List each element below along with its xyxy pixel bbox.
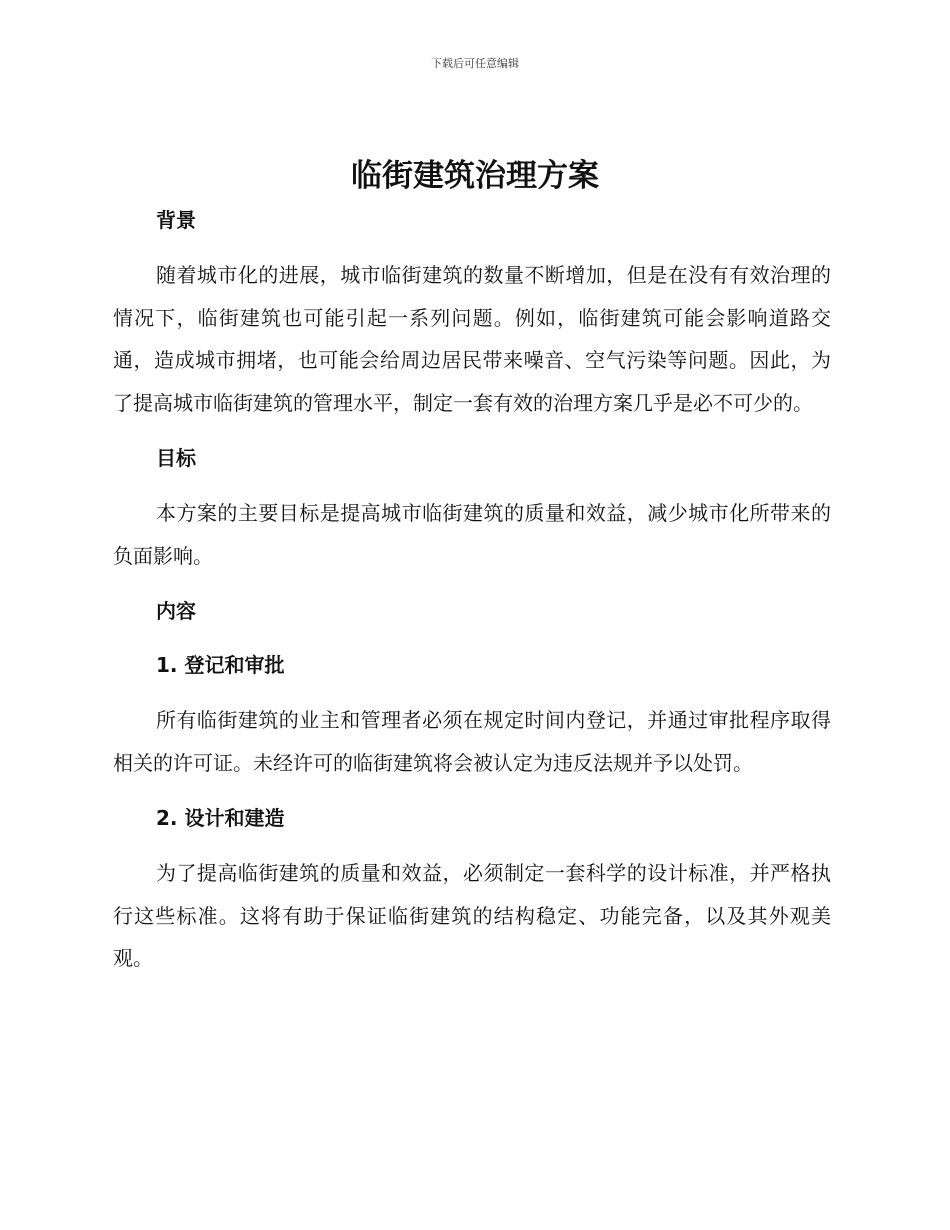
document-body <box>113 200 831 994</box>
section-heading-background: 背景 <box>156 208 196 232</box>
section-heading-goal: 目标 <box>156 446 196 470</box>
subheading-design: 2. 设计和建造 <box>156 806 285 830</box>
paragraph-background: 随着城市化的进展，城市临街建筑的数量不断增加，但是在没有有效治理的情况下，临街建筑也可能引起一系列问题。例如，临街建筑可能会影响道路交通，造成城市拥堵，也可能会给周边居民带来噪音、空气污染等问题。因此，为了提高城市临街建筑的管理水平，制定一套有效的治理方案几乎是必不可少的。 <box>113 263 831 415</box>
subheading-registration: 1. 登记和审批 <box>156 653 285 677</box>
paragraph-goal: 本方案的主要目标是提高城市临街建筑的质量和效益，减少城市化所带来的负面影响。 <box>113 501 831 568</box>
section-heading-content: 内容 <box>156 599 196 623</box>
page-title: 临街建筑治理方案 <box>351 158 599 194</box>
page-header-note: 下载后可任意编辑 <box>431 57 519 70</box>
paragraph-design: 为了提高临街建筑的质量和效益，必须制定一套科学的设计标准，并严格执行这些标准。这将有助于保证临街建筑的结构稳定、功能完备，以及其外观美观。 <box>113 861 831 970</box>
paragraph-registration: 所有临街建筑的业主和管理者必须在规定时间内登记，并通过审批程序取得相关的许可证。未经许可的临街建筑将会被认定为违反法规并予以处罚。 <box>113 708 831 775</box>
